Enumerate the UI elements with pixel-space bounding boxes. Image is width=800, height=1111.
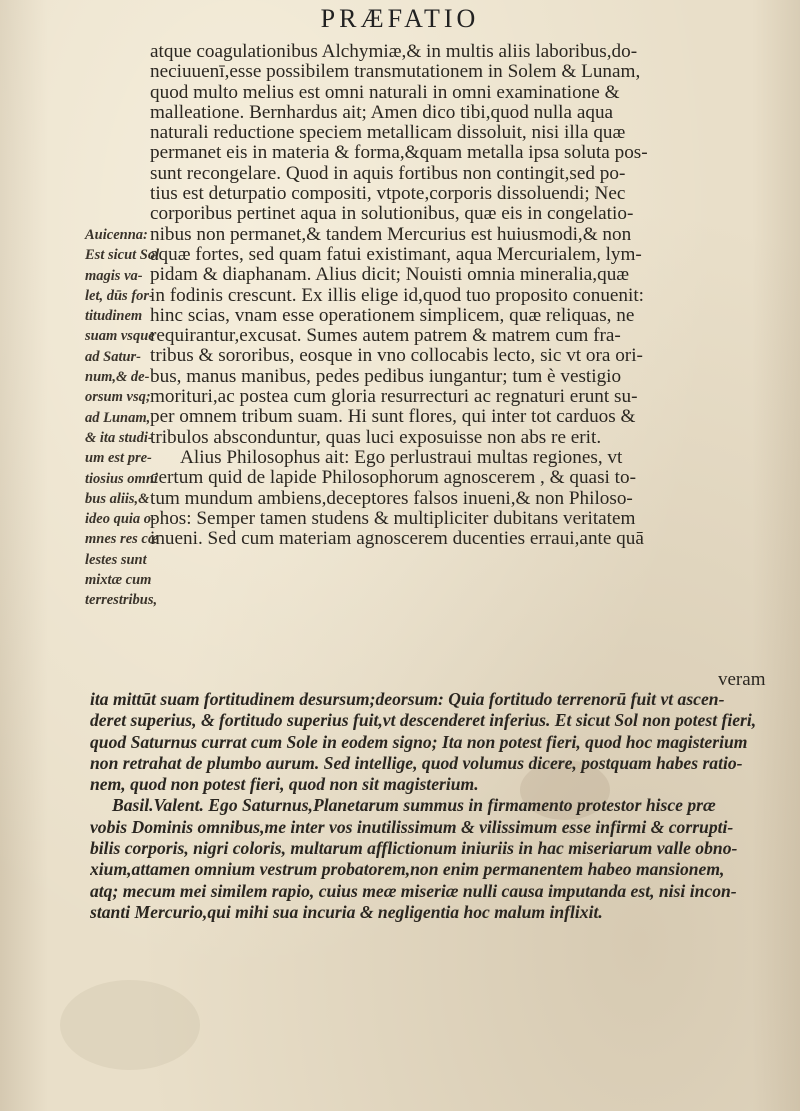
main-text bbox=[150, 42, 780, 549]
margin-note: um est pre- bbox=[85, 450, 152, 467]
italic-line: deret superius, & fortitudo superius fuit,vt descenderet inferius. Et sicut Sol non potest fieri, bbox=[90, 710, 757, 731]
margin-note: suam vsque bbox=[85, 328, 155, 345]
text-line: permanet eis in materia & forma,&quam metalla ipsa soluta pos- bbox=[150, 143, 648, 164]
text-line: pidam & diaphanam. Alius dicit; Nouisti omnia mineralia,quæ bbox=[150, 265, 630, 286]
margin-note: ad Satur- bbox=[85, 348, 142, 365]
margin-note: Est sicut Sol bbox=[85, 247, 160, 264]
text-line: tum mundum ambiens,deceptores falsos inueni,& non Philoso- bbox=[150, 488, 633, 509]
page-header: PRÆFATIO bbox=[320, 4, 480, 33]
margin-note: ad Lunam, bbox=[85, 409, 151, 426]
margin-note: magis va- bbox=[85, 267, 143, 284]
margin-note: orsum vsq; bbox=[85, 389, 151, 406]
text-line: inueni. Sed cum materiam agnoscerem ducenties erraui,ante quā bbox=[150, 529, 644, 550]
text-line: sunt recongelare. Quod in aquis fortibus non contingit,sed po- bbox=[150, 163, 626, 184]
italic-line: nem, quod non potest fieri, quod non sit magisterium. bbox=[90, 774, 479, 795]
text-line: atque coagulationibus Alchymiæ,& in multis aliis laboribus,do- bbox=[150, 42, 638, 62]
text-line: naturali reductione speciem metallicam dissoluit, nisi illa quæ bbox=[150, 123, 626, 144]
margin-note: bus aliis,& bbox=[85, 490, 150, 507]
text-line: tribulos absconduntur, quas luci exposuisse non abs re erit. bbox=[150, 427, 602, 448]
italic-line: Basil.Valent. Ego Saturnus,Planetarum summus in firmamento protestor hisce præ bbox=[112, 795, 716, 816]
margin-note: Auicenna: bbox=[85, 227, 148, 243]
margin-note: titudinem bbox=[85, 308, 143, 325]
italic-line: quod Saturnus currat cum Sole in eodem signo; Ita non potest fieri, quod hoc magisterium bbox=[90, 731, 748, 752]
text-line: aquæ fortes, sed quam fatui existimant, aqua Mercurialem, lym- bbox=[150, 244, 642, 265]
margin-note: ideo quia o- bbox=[85, 511, 156, 528]
text-line: quod multo melius est omni naturali in omni examinatione & bbox=[150, 82, 620, 103]
italic-text bbox=[90, 689, 780, 923]
text-line: phos: Semper tamen studens & multipliciter dubitans veritatem bbox=[150, 508, 636, 529]
text-line: bus, manus manibus, pedes pedibus iungantur; tum è vestigio bbox=[150, 366, 622, 387]
text-line: malleatione. Bernhardus ait; Amen dico tibi,quod nulla aqua bbox=[150, 102, 614, 123]
marginal-notes bbox=[85, 225, 165, 611]
text-line: neciuuenī,esse possibilem transmutationem in Solem & Lunam, bbox=[150, 62, 641, 83]
italic-line: vobis Dominis omnibus,me inter vos inutilissimum & vilissimum esse infirmi & corrupti- bbox=[90, 816, 734, 837]
paper-stain bbox=[60, 980, 200, 1070]
margin-note: lestes sunt bbox=[85, 551, 147, 568]
margin-note: mixtæ cum bbox=[85, 572, 152, 589]
text-line: certum quid de lapide Philosophorum agnoscerem , & quasi to- bbox=[150, 468, 636, 489]
margin-note: mnes res cœ bbox=[85, 531, 159, 548]
margin-note: tiosius omni bbox=[85, 470, 158, 487]
italic-line: ita mittūt suam fortitudinem desursum;deorsum: Quia fortitudo terrenorū fuit vt ascen- bbox=[90, 689, 725, 709]
text-line: corporibus pertinet aqua in solutionibus, quæ eis in congelatio- bbox=[150, 204, 634, 225]
text-line: tribus & sororibus, eosque in vno collocabis lecto, sic vt ora ori- bbox=[150, 346, 643, 367]
text-line: in fodinis crescunt. Ex illis elige id,quod tuo proposito conuenit: bbox=[150, 285, 645, 306]
text-line: nibus non permanet,& tandem Mercurius est huiusmodi,& non bbox=[150, 224, 632, 245]
margin-note: terrestribus, bbox=[85, 592, 158, 609]
catchword: veram bbox=[718, 669, 766, 690]
text-line: tius est deturpatio compositi, vtpote,corporis dissoluendi; Nec bbox=[150, 184, 626, 205]
margin-note: & ita studi- bbox=[85, 429, 153, 446]
italic-line: xium,attamen omnium vestrum probatorem,non enim permanentem habeo mansionem, bbox=[90, 859, 725, 880]
text-line: Alius Philosophus ait: Ego perlustraui multas regiones, vt bbox=[180, 447, 623, 468]
italic-line: bilis corporis, nigri coloris, multarum afflictionum iniuriis in hac miseriarum valle obno- bbox=[90, 838, 738, 859]
text-line: hinc scias, vnam esse operationem simplicem, quæ reliquas, ne bbox=[150, 305, 635, 326]
text-line: per omnem tribum suam. Hi sunt flores, qui inter tot carduos & bbox=[150, 407, 636, 428]
text-line: requirantur,excusat. Sumes autem patrem & matrem cum fra- bbox=[150, 326, 621, 347]
italic-line: non retrahat de plumbo aurum. Sed intellige, quod volumus dicere, postquam habes ratio- bbox=[90, 752, 743, 773]
margin-note: num,& de- bbox=[85, 369, 150, 386]
margin-note: let, dūs for- bbox=[85, 287, 154, 304]
text-line: morituri,ac postea cum gloria resurrecturi ac regnaturi erunt su- bbox=[150, 387, 638, 408]
italic-line: atq; mecum mei similem rapio, cuius meæ miseriæ nulli causa imputanda est, nisi incon- bbox=[90, 880, 737, 901]
italic-line: stanti Mercurio,qui mihi sua incuria & negligentia hoc malum inflixit. bbox=[90, 901, 603, 922]
